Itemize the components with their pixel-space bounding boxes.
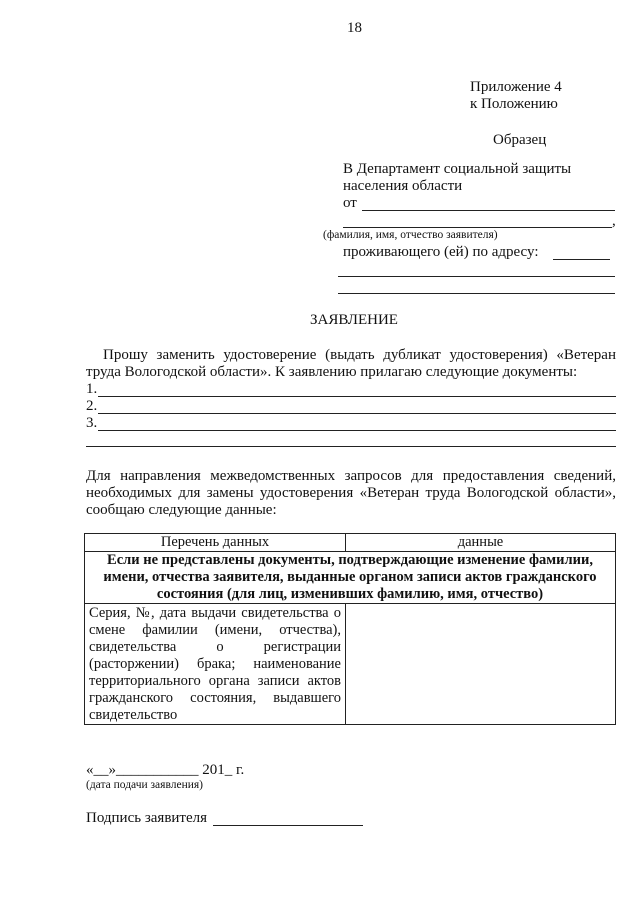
table-header-data: данные — [346, 534, 616, 552]
from-label: от — [343, 195, 357, 211]
table-row-line: смене фамилии (имени, отчества), — [89, 622, 341, 638]
signature-line[interactable] — [213, 825, 363, 826]
page-number: 18 — [347, 20, 362, 36]
request-line1: Прошу заменить удостоверение (выдать дубликат удостоверения) «Ветеран — [103, 347, 616, 363]
table-header-row — [85, 534, 616, 552]
info-line3: сообщаю следующие данные: — [86, 502, 277, 518]
signature-label: Подпись заявителя — [86, 810, 208, 826]
from-line-2[interactable] — [343, 227, 612, 228]
table-row-line: свидетельства о регистрации — [89, 639, 341, 655]
doc-item-3-line[interactable] — [98, 430, 616, 431]
address-label: проживающего (ей) по адресу: — [343, 244, 539, 260]
table-header-list: Перечень данных — [85, 534, 346, 552]
name-hint: (фамилия, имя, отчество заявителя) — [323, 229, 498, 241]
table-row-line: территориального органа записи актов — [89, 673, 341, 689]
data-table — [84, 533, 616, 725]
info-line1: Для направления межведомственных запросов для предоставления сведений, — [86, 468, 616, 484]
from-line-1[interactable] — [362, 210, 615, 211]
addressee-line1: В Департамент социальной защиты — [343, 161, 572, 177]
table-row-label — [85, 604, 346, 725]
address-line-1[interactable] — [553, 259, 610, 260]
doc-item-2-line[interactable] — [98, 413, 616, 414]
doc-extra-line[interactable] — [86, 446, 616, 447]
table-section-row — [85, 552, 616, 604]
doc-item-1-number: 1. — [86, 381, 98, 397]
table-row-value[interactable] — [346, 604, 616, 725]
appendix-line1: Приложение 4 — [470, 79, 562, 95]
address-line-2[interactable] — [338, 276, 615, 277]
date-hint: (дата подачи заявления) — [86, 779, 203, 791]
doc-item-1-line[interactable] — [98, 396, 616, 397]
sample-label: Образец — [493, 132, 547, 148]
table-row-line: свидетельство — [89, 707, 178, 723]
from-comma: , — [612, 213, 616, 229]
table-row-line: Серия, №, дата выдачи свидетельства о — [89, 605, 341, 621]
doc-item-2-number: 2. — [86, 398, 98, 414]
address-line-3[interactable] — [338, 293, 615, 294]
table-row-line: (расторжении) брака; наименование — [89, 656, 341, 672]
table-row — [85, 604, 616, 725]
appendix-line2: к Положению — [470, 96, 558, 112]
request-line2: труда Вологодской области». К заявлению прилагаю следующие документы: — [86, 364, 578, 380]
addressee-line2: населения области — [343, 178, 463, 194]
table-section-header: Если не представлены документы, подтверждающие изменение фамилии, имени, отчества заявителя, выданные органом записи актов гражданского состояния (для лиц, изменивших фамилию, имя, отчество) — [85, 552, 616, 604]
table-row-line: гражданского состояния, выдавшего — [89, 690, 341, 706]
info-line2: необходимых для замены удостоверения «Ветеран труда Вологодской области», — [86, 485, 616, 501]
document-title: ЗАЯВЛЕНИЕ — [310, 312, 398, 328]
date-field[interactable]: «__»___________ 201_ г. — [86, 762, 245, 778]
doc-item-3-number: 3. — [86, 415, 98, 431]
